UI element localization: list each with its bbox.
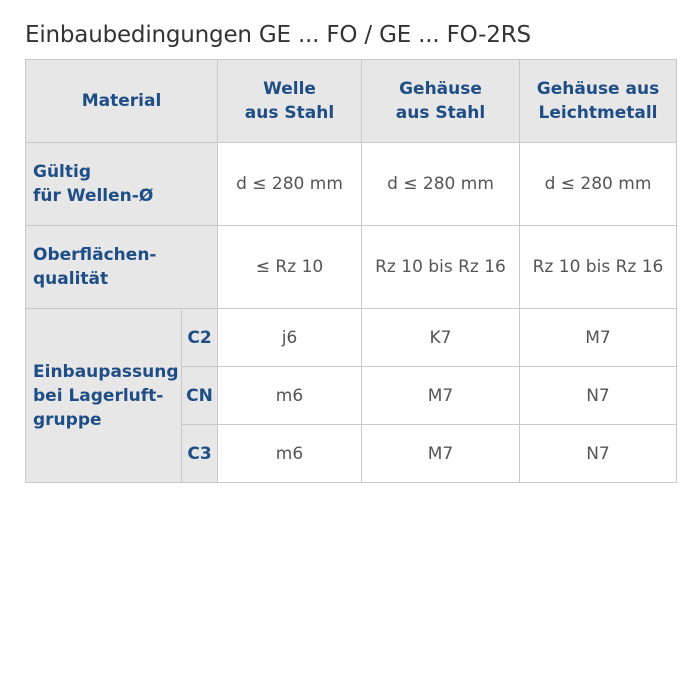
header-housing-light-metal-line2: Leichtmetall: [538, 103, 658, 123]
cell-valid-housing-light-metal: d ≤ 280 mm: [520, 143, 677, 226]
header-material-label: Material: [81, 91, 162, 111]
cell-c2-shaft-steel: j6: [218, 309, 362, 367]
page-title: Einbaubedingungen GE ... FO / GE ... FO-2RS: [25, 22, 531, 48]
row-label-installation-fit-line2: bei Lagerluft-: [33, 385, 164, 406]
row-label-installation-fit-line3: gruppe: [33, 409, 102, 430]
cell-c3-shaft-steel: m6: [218, 425, 362, 483]
row-label-valid-shaft-line1: Gültig: [33, 162, 92, 182]
row-label-installation-fit-line1: Einbaupassung: [33, 361, 179, 382]
row-label-surface-quality: [26, 226, 218, 309]
cell-c3-housing-steel: M7: [362, 425, 520, 483]
cell-surface-housing-light-metal: Rz 10 bis Rz 16: [520, 226, 677, 309]
clearance-group-c2: C2: [182, 309, 218, 367]
cell-c3-housing-light-metal: N7: [520, 425, 677, 483]
header-housing-light-metal: [520, 60, 677, 143]
header-housing-steel: [362, 60, 520, 143]
row-label-surface-quality-line2: qualität: [33, 269, 109, 289]
row-label-installation-fit: [26, 309, 182, 483]
table-header-row: [26, 60, 677, 143]
installation-conditions-table: [25, 59, 677, 483]
header-shaft-steel-line2: aus Stahl: [244, 103, 335, 123]
table-row-fit-c2: [26, 309, 677, 367]
cell-surface-shaft-steel: ≤ Rz 10: [218, 226, 362, 309]
cell-c2-housing-steel: K7: [362, 309, 520, 367]
cell-valid-shaft-steel: d ≤ 280 mm: [218, 143, 362, 226]
header-housing-light-metal-line1: Gehäuse aus: [536, 79, 660, 99]
cell-c2-housing-light-metal: M7: [520, 309, 677, 367]
row-label-valid-shaft: [26, 143, 218, 226]
table-row-valid-shaft: [26, 143, 677, 226]
cell-cn-housing-light-metal: N7: [520, 367, 677, 425]
header-shaft-steel: [218, 60, 362, 143]
header-shaft-steel-line1: Welle: [263, 79, 316, 99]
row-label-surface-quality-line1: Oberflächen-: [33, 245, 157, 265]
clearance-group-c3: C3: [182, 425, 218, 483]
cell-cn-shaft-steel: m6: [218, 367, 362, 425]
row-label-valid-shaft-line2: für Wellen-Ø: [33, 186, 154, 206]
header-housing-steel-line2: aus Stahl: [395, 103, 486, 123]
cell-surface-housing-steel: Rz 10 bis Rz 16: [362, 226, 520, 309]
header-housing-steel-line1: Gehäuse: [399, 79, 482, 99]
cell-valid-housing-steel: d ≤ 280 mm: [362, 143, 520, 226]
header-material: [26, 60, 218, 143]
cell-cn-housing-steel: M7: [362, 367, 520, 425]
clearance-group-cn: CN: [182, 367, 218, 425]
table-row-surface-quality: [26, 226, 677, 309]
